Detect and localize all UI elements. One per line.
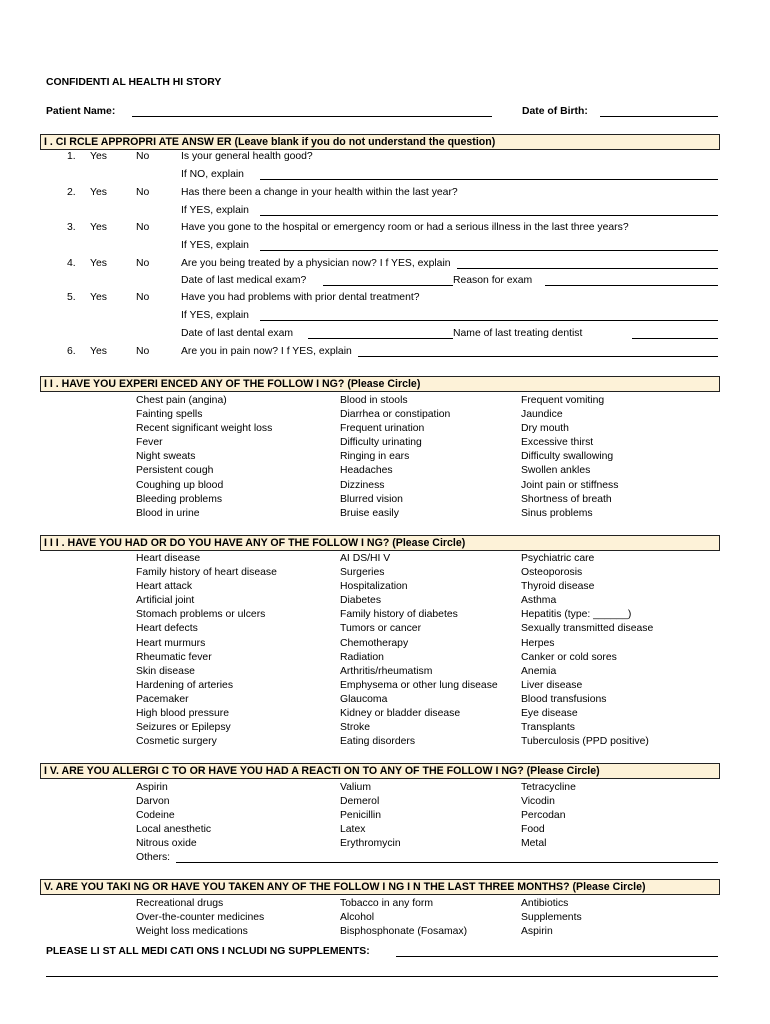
condition-option[interactable]: Local anesthetic	[136, 824, 212, 836]
condition-option[interactable]: Swollen ankles	[521, 465, 591, 477]
condition-option[interactable]: Fainting spells	[136, 409, 203, 421]
sub-question-label-2: Reason for exam	[453, 275, 533, 286]
explain-field[interactable]	[260, 179, 718, 180]
condition-option[interactable]: Heart attack	[136, 581, 193, 593]
answer-yes[interactable]: Yes	[90, 222, 107, 233]
question-number: 1.	[67, 151, 76, 162]
section-3-col-2	[340, 552, 498, 749]
dob-label: Date of Birth:	[522, 106, 588, 117]
question-number: 4.	[67, 258, 76, 269]
condition-option[interactable]: Bisphosphonate (Fosamax)	[340, 926, 468, 938]
condition-option[interactable]: Eye disease	[521, 708, 578, 720]
condition-option[interactable]: Emphysema or other lung disease	[340, 679, 498, 691]
section-4-col-2	[340, 781, 401, 851]
question-number: 6.	[67, 346, 76, 357]
answer-field[interactable]	[632, 338, 718, 339]
section-3-col-1	[136, 552, 277, 749]
condition-option[interactable]: Sexually transmitted disease	[521, 623, 654, 635]
condition-option[interactable]: Pacemaker	[136, 693, 189, 705]
sub-question-label: If YES, explain	[181, 240, 249, 251]
section-2-col-3	[521, 394, 618, 521]
condition-option[interactable]: Radiation	[340, 651, 384, 663]
condition-option[interactable]: Hospitalization	[340, 581, 408, 593]
answer-no[interactable]: No	[136, 346, 150, 357]
section-4-col-1	[136, 781, 211, 851]
condition-option[interactable]: Chest pain (angina)	[136, 395, 227, 406]
condition-option[interactable]: Recent significant weight loss	[136, 423, 273, 435]
condition-option[interactable]: Psychiatric care	[521, 553, 595, 564]
condition-option[interactable]: Persistent cough	[136, 465, 214, 477]
condition-option[interactable]: Demerol	[340, 796, 380, 808]
condition-option[interactable]: Kidney or bladder disease	[340, 708, 461, 720]
condition-option[interactable]: Penicillin	[340, 810, 382, 822]
condition-option[interactable]: Stomach problems or ulcers	[136, 609, 266, 621]
answer-yes[interactable]: Yes	[90, 346, 107, 357]
section-5-col-2	[340, 897, 467, 939]
condition-option[interactable]: Blood transfusions	[521, 693, 607, 705]
sub-question-label: If NO, explain	[181, 169, 244, 180]
condition-option[interactable]: Cosmetic surgery	[136, 736, 217, 748]
answer-yes[interactable]: Yes	[90, 187, 107, 198]
question-text: Have you had problems with prior dental treatment?	[181, 292, 420, 303]
answer-no[interactable]: No	[136, 151, 150, 162]
explain-field[interactable]	[260, 215, 718, 216]
condition-option[interactable]: Dry mouth	[521, 423, 569, 435]
condition-option[interactable]: Tumors or cancer	[340, 623, 422, 635]
condition-option[interactable]: Food	[521, 824, 545, 836]
condition-option[interactable]: Ringing in ears	[340, 451, 410, 463]
condition-option[interactable]: Difficulty urinating	[340, 437, 422, 449]
condition-option[interactable]: Arthritis/rheumatism	[340, 665, 433, 677]
section-1-header: I . CI RCLE APPROPRI ATE ANSW ER (Leave blank if you do not understand the question)	[40, 134, 720, 150]
explain-field[interactable]	[260, 320, 718, 321]
condition-option[interactable]: Osteoporosis	[521, 567, 583, 579]
condition-option[interactable]: Diabetes	[340, 595, 382, 607]
condition-option[interactable]: AI DS/HI V	[340, 553, 391, 564]
condition-option[interactable]: Frequent vomiting	[521, 395, 605, 406]
section-5-header: V. ARE YOU TAKI NG OR HAVE YOU TAKEN ANY OF THE FOLLOW I NG I N THE LAST THREE MONTHS? (Please Circle)	[40, 879, 720, 895]
condition-option[interactable]: Stroke	[340, 722, 371, 734]
date-field[interactable]	[308, 338, 453, 339]
condition-option[interactable]: Diarrhea or constipation	[340, 409, 451, 421]
medications-label: PLEASE LI ST ALL MEDI CATI ONS I NCLUDI NG SUPPLEMENTS:	[46, 946, 370, 957]
condition-option[interactable]: Blood in stools	[340, 395, 408, 406]
condition-option[interactable]: Codeine	[136, 810, 175, 822]
condition-option[interactable]: Herpes	[521, 637, 555, 649]
explain-field[interactable]	[358, 356, 718, 357]
date-field[interactable]	[323, 285, 453, 286]
condition-option[interactable]: Eating disorders	[340, 736, 416, 748]
condition-option[interactable]: Aspirin	[136, 782, 168, 793]
condition-option[interactable]: Family history of heart disease	[136, 567, 277, 579]
condition-option[interactable]: Recreational drugs	[136, 898, 224, 909]
condition-option[interactable]: Heart defects	[136, 623, 198, 635]
condition-option[interactable]: Heart murmurs	[136, 637, 206, 649]
condition-option[interactable]: Aspirin	[521, 926, 553, 938]
sub-question-label: Date of last dental exam	[181, 328, 294, 339]
condition-option[interactable]: High blood pressure	[136, 708, 229, 720]
condition-option[interactable]: Antibiotics	[521, 898, 569, 909]
condition-option[interactable]: Joint pain or stiffness	[521, 479, 619, 491]
condition-option[interactable]: Bleeding problems	[136, 493, 223, 505]
condition-option[interactable]: Headaches	[340, 465, 393, 477]
condition-option[interactable]: Artificial joint	[136, 595, 195, 607]
sub-question-label: If YES, explain	[181, 205, 249, 216]
condition-option[interactable]: Erythromycin	[340, 838, 401, 850]
condition-option[interactable]: Percodan	[521, 810, 566, 822]
section-4-col-3	[521, 781, 576, 851]
others-field[interactable]	[176, 862, 718, 863]
answer-no[interactable]: No	[136, 292, 150, 303]
sub-question-label: If YES, explain	[181, 310, 249, 321]
condition-option[interactable]: Tetracycline	[521, 782, 576, 793]
condition-option[interactable]: Canker or cold sores	[521, 651, 617, 663]
condition-option[interactable]: Jaundice	[521, 409, 563, 421]
question-text: Is your general health good?	[181, 151, 313, 162]
condition-option[interactable]: Liver disease	[521, 679, 583, 691]
answer-field[interactable]	[545, 285, 718, 286]
condition-option[interactable]: Valium	[340, 782, 371, 793]
condition-option[interactable]: Bruise easily	[340, 507, 399, 519]
condition-option[interactable]: Glaucoma	[340, 693, 388, 705]
section-2-header: I I . HAVE YOU EXPERI ENCED ANY OF THE FOLLOW I NG? (Please Circle)	[40, 376, 720, 392]
question-number: 2.	[67, 187, 76, 198]
condition-option[interactable]: Surgeries	[340, 567, 385, 579]
condition-option[interactable]: Excessive thirst	[521, 437, 594, 449]
condition-option[interactable]: Weight loss medications	[136, 926, 248, 938]
condition-option[interactable]: Skin disease	[136, 665, 195, 677]
condition-option[interactable]: Blurred vision	[340, 493, 403, 505]
question-number: 5.	[67, 292, 76, 303]
condition-option[interactable]: Shortness of breath	[521, 493, 612, 505]
patient-name-field[interactable]	[132, 116, 492, 117]
condition-option[interactable]: Metal	[521, 838, 547, 850]
condition-option[interactable]: Fever	[136, 437, 163, 449]
condition-option[interactable]: Hepatitis (type: ______)	[521, 609, 632, 621]
section-3-col-3	[521, 552, 653, 749]
condition-option[interactable]: Rheumatic fever	[136, 651, 212, 663]
section-2-col-1	[136, 394, 272, 521]
condition-option[interactable]: Darvon	[136, 796, 170, 808]
condition-option[interactable]: Anemia	[521, 665, 557, 677]
condition-option[interactable]: Seizures or Epilepsy	[136, 722, 231, 734]
others-label: Others:	[136, 852, 171, 863]
condition-option[interactable]: Latex	[340, 824, 366, 836]
condition-option[interactable]: Alcohol	[340, 912, 375, 924]
condition-option[interactable]: Coughing up blood	[136, 479, 224, 491]
section-4-header: I V. ARE YOU ALLERGI C TO OR HAVE YOU HAD A REACTI ON TO ANY OF THE FOLLOW I NG? (Please Circle)	[40, 763, 720, 779]
condition-option[interactable]: Family history of diabetes	[340, 609, 458, 621]
condition-option[interactable]: Chemotherapy	[340, 637, 409, 649]
condition-option[interactable]: Night sweats	[136, 451, 196, 463]
condition-option[interactable]: Sinus problems	[521, 507, 593, 519]
condition-option[interactable]: Blood in urine	[136, 507, 200, 519]
condition-option[interactable]: Difficulty swallowing	[521, 451, 614, 463]
answer-yes[interactable]: Yes	[90, 258, 107, 269]
answer-no[interactable]: No	[136, 187, 150, 198]
explain-field[interactable]	[260, 250, 718, 251]
condition-option[interactable]: Dizziness	[340, 479, 385, 491]
dob-field[interactable]	[600, 116, 718, 117]
condition-option[interactable]: Thyroid disease	[521, 581, 595, 593]
medications-field-1[interactable]	[396, 956, 718, 957]
condition-option[interactable]: Frequent urination	[340, 423, 425, 435]
medications-field-2[interactable]	[46, 976, 718, 977]
answer-no[interactable]: No	[136, 258, 150, 269]
question-number: 3.	[67, 222, 76, 233]
section-5-col-3	[521, 897, 582, 939]
section-2-col-2	[340, 394, 450, 521]
question-text: Have you gone to the hospital or emergency room or had a serious illness in the last three years?	[181, 222, 629, 233]
condition-option[interactable]: Hardening of arteries	[136, 679, 234, 691]
section-3-header: I I I . HAVE YOU HAD OR DO YOU HAVE ANY OF THE FOLLOW I NG? (Please Circle)	[40, 535, 720, 551]
sub-question-label-2: Name of last treating dentist	[453, 328, 583, 339]
answer-no[interactable]: No	[136, 222, 150, 233]
question-text: Has there been a change in your health within the last year?	[181, 187, 458, 198]
explain-field[interactable]	[457, 268, 718, 269]
condition-option[interactable]: Nitrous oxide	[136, 838, 197, 850]
answer-yes[interactable]: Yes	[90, 292, 107, 303]
condition-option[interactable]: Vicodin	[521, 796, 555, 808]
section-5-col-1	[136, 897, 264, 939]
condition-option[interactable]: Tuberculosis (PPD positive)	[521, 736, 649, 748]
sub-question-label: Date of last medical exam?	[181, 275, 307, 286]
condition-option[interactable]: Over-the-counter medicines	[136, 912, 265, 924]
condition-option[interactable]: Tobacco in any form	[340, 898, 433, 909]
condition-option[interactable]: Asthma	[521, 595, 557, 607]
question-text: Are you in pain now? I f YES, explain	[181, 346, 352, 357]
condition-option[interactable]: Heart disease	[136, 553, 201, 564]
question-text: Are you being treated by a physician now? I f YES, explain	[181, 258, 451, 269]
patient-name-label: Patient Name:	[46, 106, 116, 117]
condition-option[interactable]: Supplements	[521, 912, 582, 924]
answer-yes[interactable]: Yes	[90, 151, 107, 162]
form-title: CONFIDENTI AL HEALTH HI STORY	[46, 77, 222, 88]
condition-option[interactable]: Transplants	[521, 722, 575, 734]
